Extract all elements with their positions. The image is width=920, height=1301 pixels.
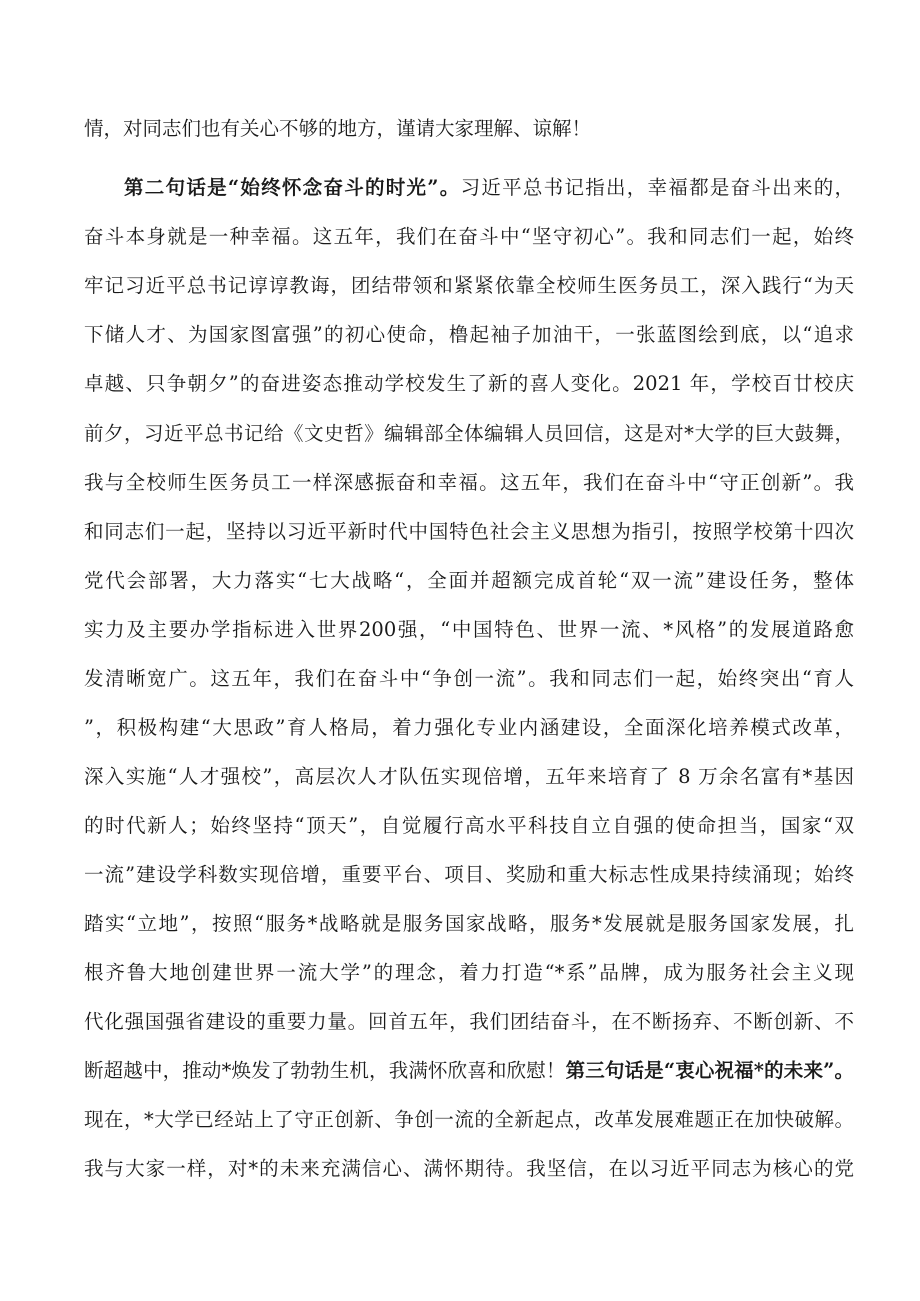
text-line-17 <box>84 908 854 940</box>
text-line-20 <box>84 1055 854 1087</box>
line-8-text: 我与全校师生医务员工一样深感振奋和幸福。这五年，我们在奋斗中“守正创新”。我 <box>84 471 854 494</box>
text-line-16 <box>84 859 854 891</box>
text-line-13 <box>84 712 854 744</box>
section-heading-2: 第二句话是“始终怀念奋斗的时光”。 <box>124 176 461 199</box>
line-1-text: 情，对同志们也有关心不够的地方，谨请大家理解、谅解！ <box>84 117 592 140</box>
text-line-7 <box>84 418 854 450</box>
line-5-text: 下储人才、为国家图富强”的初心使命，橹起袖子加油干，一张蓝图绘到底，以“追求 <box>84 323 854 346</box>
text-line-11 <box>84 614 854 646</box>
text-line-21 <box>84 1104 854 1136</box>
text-line-8 <box>84 467 854 499</box>
text-line-5 <box>84 319 854 351</box>
line-14-text: 深入实施“人才强校”，高层次人才队伍实现倍增，五年来培育了 8 万余名富有*基因 <box>84 765 854 788</box>
text-line-12 <box>84 663 854 695</box>
text-line-22 <box>84 1153 854 1185</box>
text-line-15 <box>84 810 854 842</box>
line-2-text: 习近平总书记指出，幸福都是奋斗出来的， <box>460 176 854 199</box>
text-line-18 <box>84 957 854 989</box>
line-11-text: 实力及主要办学指标进入世界200强，“中国特色、世界一流、*风格”的发展道路愈 <box>84 618 854 641</box>
line-4-text: 牢记习近平总书记谆谆教诲，团结带领和紧紧依靠全校师生医务员工，深入践行“为天 <box>84 274 854 297</box>
text-line-4 <box>84 270 854 302</box>
text-line-3 <box>84 221 854 253</box>
line-18-text: 根齐鲁大地创建世界一流大学”的理念，着力打造“*系”品牌，成为服务社会主义现 <box>84 961 854 984</box>
line-13-text: ”，积极构建“大思政”育人格局，着力强化专业内涵建设，全面深化培养模式改革， <box>84 716 854 739</box>
line-6-text: 卓越、只争朝夕”的奋进姿态推动学校发生了新的喜人变化。2021 年，学校百廿校庆 <box>84 372 854 395</box>
line-17-text: 踏实“立地”，按照“服务*战略就是服务国家战略，服务*发展就是服务国家发展，扎 <box>84 912 854 935</box>
line-15-text: 的时代新人；始终坚持“顶天”，自觉履行高水平科技自立自强的使命担当，国家“双 <box>84 814 854 837</box>
text-line-19 <box>84 1006 854 1038</box>
line-12-text: 发清晰宽广。这五年，我们在奋斗中“争创一流”。我和同志们一起，始终突出“育人 <box>84 667 854 690</box>
text-line-10 <box>84 565 854 597</box>
text-line-2 <box>124 172 854 204</box>
line-19-text: 代化强国强省建设的重要力量。回首五年，我们团结奋斗，在不断扬弃、不断创新、不 <box>84 1010 854 1033</box>
section-heading-3: 第三句话是“衷心祝福*的未来”。 <box>565 1059 854 1082</box>
line-22-text: 我与大家一样，对*的未来充满信心、满怀期待。我坚信，在以习近平同志为核心的党 <box>84 1157 854 1180</box>
text-line-1 <box>84 113 854 145</box>
line-3-text: 奋斗本身就是一种幸福。这五年，我们在奋斗中“坚守初心”。我和同志们一起，始终 <box>84 225 854 248</box>
line-10-text: 党代会部署，大力落实“七大战略“，全面并超额完成首轮“双一流”建设任务，整体 <box>84 569 854 592</box>
line-16-text: 一流”建设学科数实现倍增，重要平台、项目、奖励和重大标志性成果持续涌现；始终 <box>84 863 854 886</box>
line-7-text: 前夕，习近平总书记给《文史哲》编辑部全体编辑人员回信，这是对*大学的巨大鼓舞， <box>84 422 854 445</box>
line-20-text: 断超越中，推动*焕发了勃勃生机，我满怀欣喜和欣慰！ <box>84 1059 566 1082</box>
text-line-9 <box>84 516 854 548</box>
text-line-14 <box>84 761 854 793</box>
text-line-6 <box>84 368 854 400</box>
line-9-text: 和同志们一起，坚持以习近平新时代中国特色社会主义思想为指引，按照学校第十四次 <box>84 520 854 543</box>
line-21-text: 现在，*大学已经站上了守正创新、争创一流的全新起点，改革发展难题正在加快破解。 <box>84 1108 854 1131</box>
